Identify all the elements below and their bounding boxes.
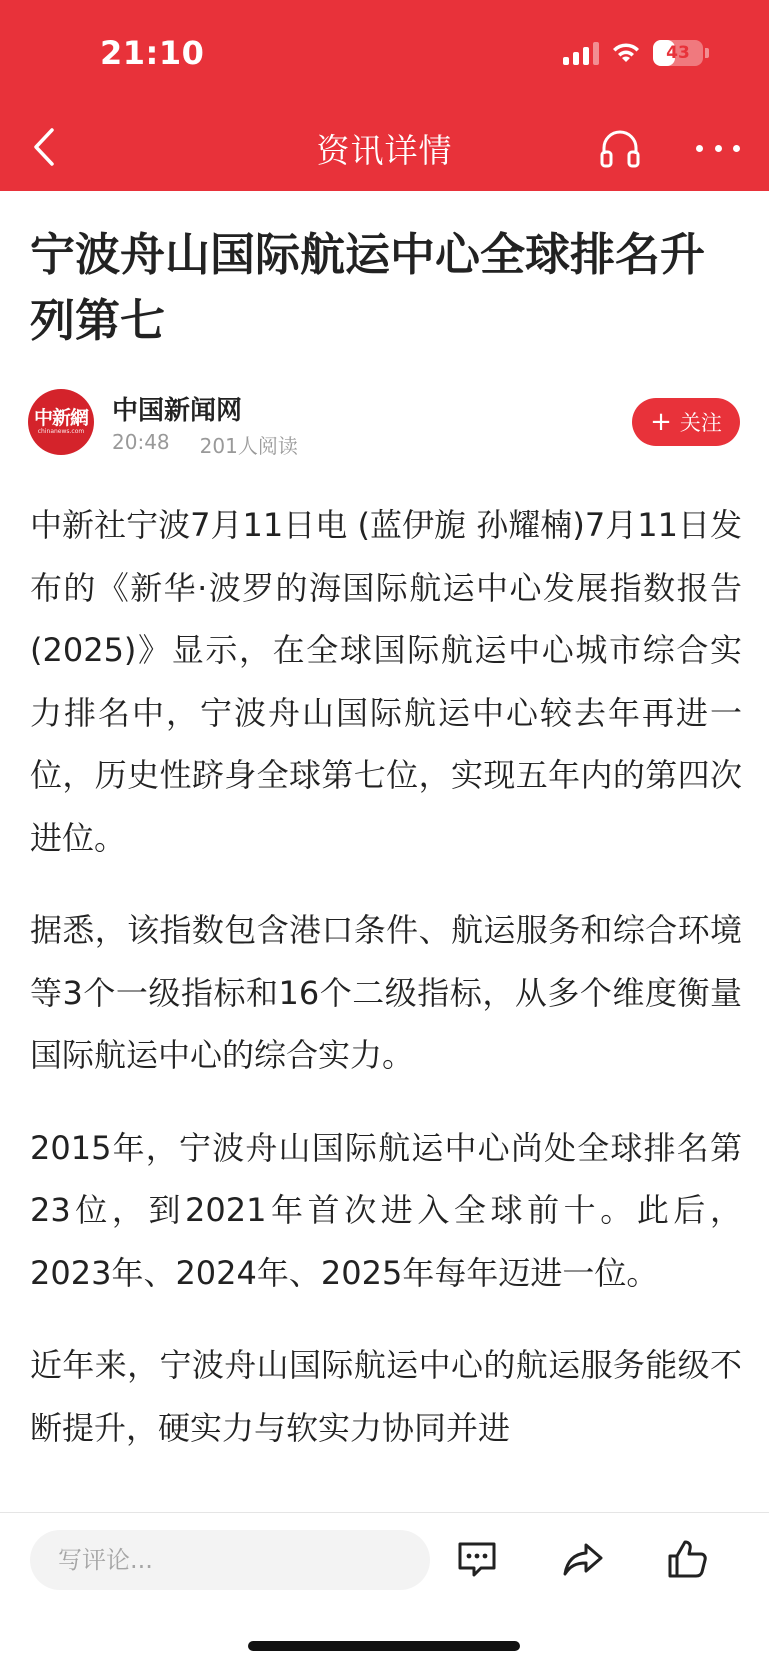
article-paragraph: 中新社宁波7月11日电 (蓝伊旎 孙耀楠)7月11日发布的《新华·波罗的海国际航运中心发展指数报告(2025)》显示，在全球国际航运中心城市综合实力排名中，宁波舟山国际航运中心较去年再进一位，历史性跻身全球第七位，实现五年内的第四次进位。 xyxy=(30,506,742,857)
cellular-signal-icon xyxy=(563,41,599,65)
article-paragraph: 近年来，宁波舟山国际航运中心的航运服务能级不断提升，硬实力与软实力协同并进 xyxy=(30,1346,742,1447)
article-title: 宁波舟山国际航运中心全球排名升列第七 xyxy=(30,228,706,347)
article-paragraph: 2015年，宁波舟山国际航运中心尚处全球排名第23位，到2021年首次进入全球前十。此后，2023年、2024年、2025年每年迈进一位。 xyxy=(30,1128,742,1292)
more-icon xyxy=(696,145,703,152)
listen-button[interactable] xyxy=(598,128,642,168)
top-bar xyxy=(0,0,769,191)
like-button[interactable] xyxy=(664,1535,712,1583)
comment-icon xyxy=(453,1535,501,1583)
share-icon xyxy=(559,1535,607,1583)
source-logo[interactable] xyxy=(28,389,94,455)
comment-button[interactable] xyxy=(453,1535,501,1583)
status-icons xyxy=(563,40,709,66)
source-logo-text: 中新網 xyxy=(33,407,88,429)
publish-time: 20:48 xyxy=(112,430,170,454)
source-logo-subtext: chinanews.com xyxy=(37,428,85,435)
source-name[interactable]: 中国新闻网 xyxy=(112,396,243,426)
more-icon-dot xyxy=(733,145,740,152)
follow-button[interactable] xyxy=(632,398,740,446)
battery-icon xyxy=(653,40,703,66)
wifi-icon xyxy=(611,41,641,65)
author-row xyxy=(28,388,740,458)
read-count: 201人阅读 xyxy=(199,434,298,458)
follow-label: 关注 xyxy=(679,411,722,435)
article-paragraph: 据悉，该指数包含港口条件、航运服务和综合环境等3个一级指标和16个二级指标，从多个维度衡量国际航运中心的综合实力。 xyxy=(30,911,742,1074)
headphones-icon xyxy=(598,128,642,168)
share-button[interactable] xyxy=(559,1535,607,1583)
like-icon xyxy=(664,1535,712,1583)
bottom-action-bar xyxy=(0,1512,769,1665)
home-indicator[interactable] xyxy=(248,1641,520,1651)
article-meta xyxy=(112,430,298,459)
more-button[interactable] xyxy=(696,130,740,166)
article-body xyxy=(30,494,742,1512)
more-icon-dot xyxy=(715,145,722,152)
battery-percentage: 43 xyxy=(666,43,690,63)
plus-icon: + xyxy=(650,407,672,437)
page-title: 资讯详情 xyxy=(316,131,453,170)
status-time: 21:10 xyxy=(100,34,205,72)
comment-input[interactable] xyxy=(30,1530,430,1590)
battery-cap xyxy=(705,48,709,58)
